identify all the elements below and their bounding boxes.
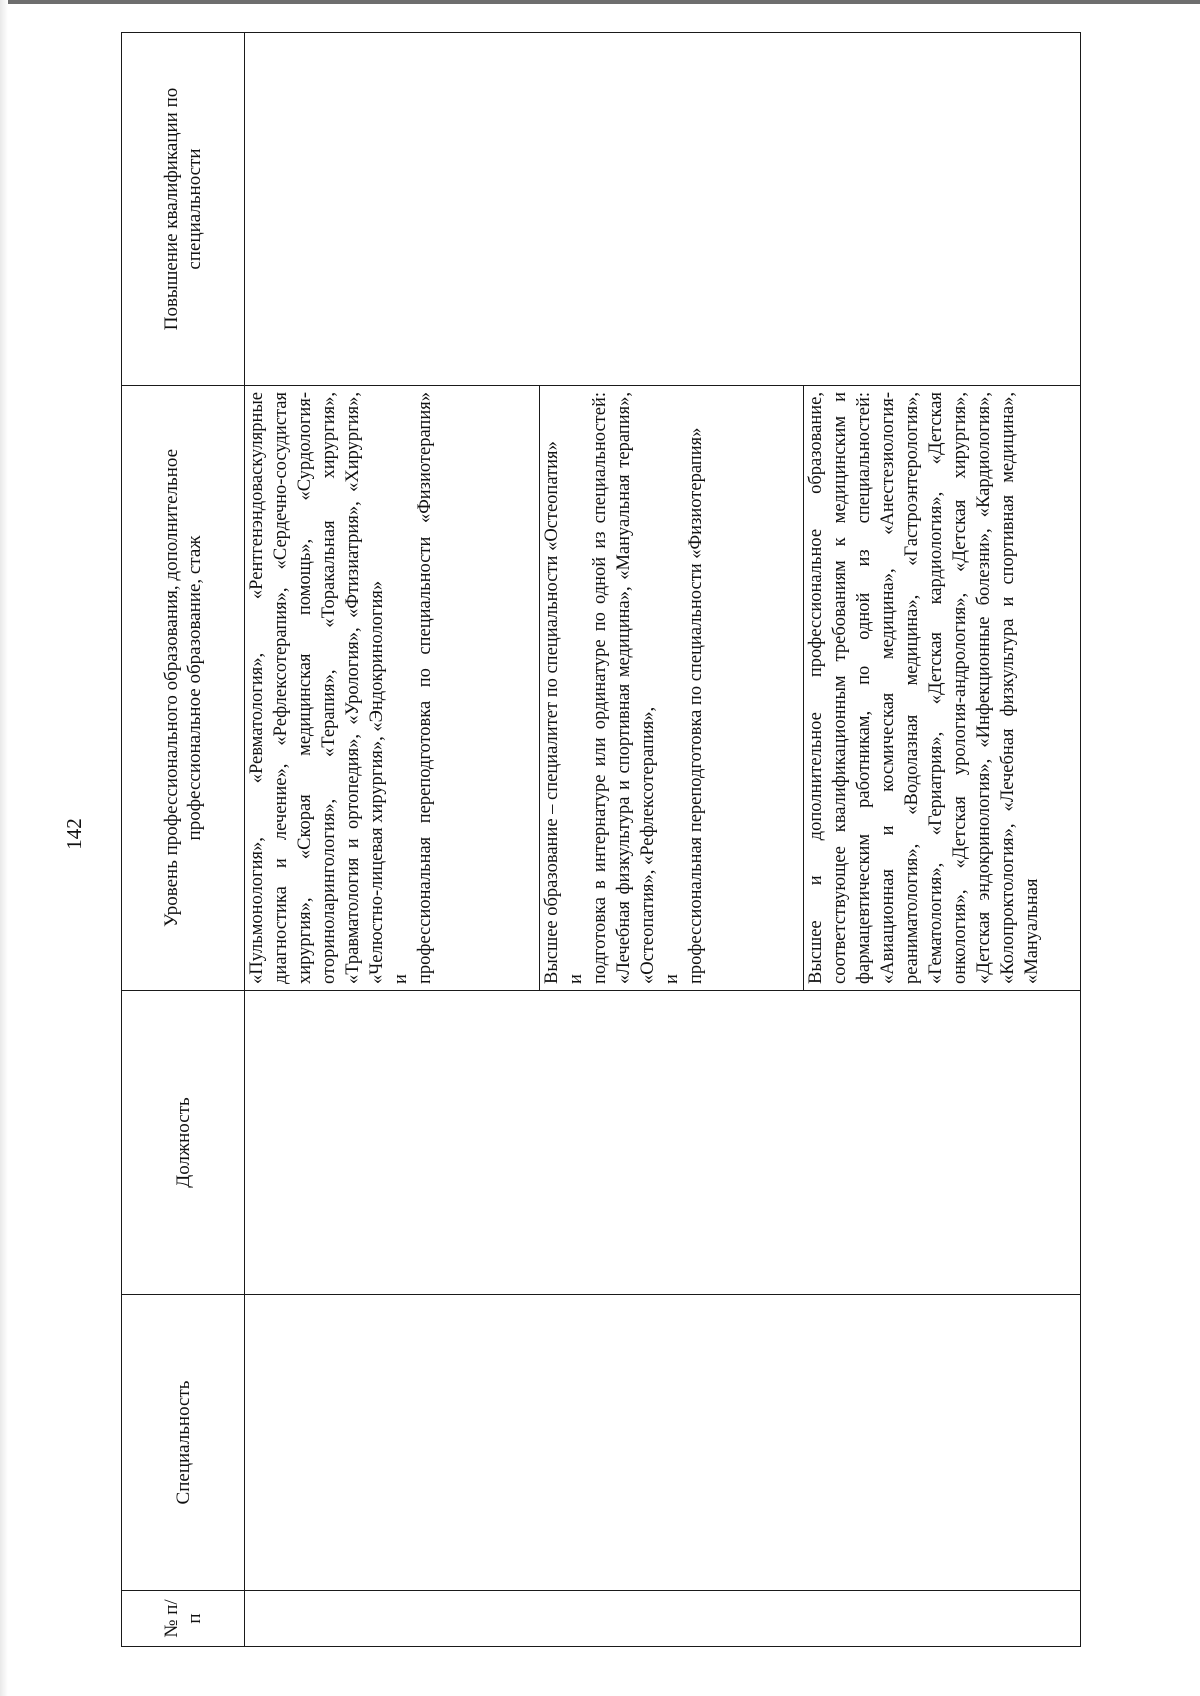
education-block-2-and-2: и <box>662 974 682 984</box>
education-block-2 <box>539 386 803 990</box>
qualification-table <box>121 32 1081 1647</box>
header-specialty: Специальность <box>122 1295 245 1591</box>
education-block-1-retraining: профессиональная переподготовка по специальности «Физиотерапия» <box>415 392 435 984</box>
table-header-row <box>122 33 245 1647</box>
education-block-1-text: «Пульмонология», «Ревматология», «Рентгенэндоваскулярные диагностика и лечение», «Рефлексотерапия», «Сердечно-сосудистая хирургия», «Скорая медицинская помощь», «Сурдология-оториноларингология», «Терапия», «Торакальная хирургия», «Травматология и ортопедия», «Урология», «Фтизиатрия», «Хирургия», «Челюстно-лицевая хирургия», «Эндокринология» <box>247 392 387 984</box>
education-block-1 <box>245 386 539 990</box>
header-qualification: Повышение квалификации по специальности <box>122 33 245 386</box>
table-row <box>245 33 1081 1647</box>
cell-education <box>245 386 1081 991</box>
education-block-2-residency: подготовка в интернатуре или ординатуре по одной из специальностей: «Лечебная физкультура и спортивная медицина», «Мануальная терапия», «Остеопатия», «Рефлексотерапия», <box>590 392 658 984</box>
header-num: № п/п <box>122 1591 245 1647</box>
cell-qualification <box>245 33 1081 386</box>
education-block-3 <box>803 386 1080 990</box>
cell-position <box>245 991 1081 1295</box>
header-education: Уровень профессионального образования, дополнительное профессиональное образование, стаж <box>122 386 245 991</box>
education-block-3-text: Высшее и дополнительное профессиональное образование, соответствующее квалификационным требованиям к медицинским и фармацевтическим работникам, по одной из специальностей: «Авиационная и космическая медицина», «Анестезиология-реаниматология», «Водолазная медицина», «Гастроэнтерология», «Гематология», «Гериатрия», «Детская кардиология», «Детская онкология», «Детская урология-андрология», «Детская хирургия», «Детская эндокринология», «Инфекционные болезни», «Кардиология», «Колопроктология», «Лечебная физкультура и спортивная медицина», «Мануальная <box>806 392 1042 984</box>
header-position: Должность <box>122 991 245 1295</box>
education-block-2-and: и <box>566 974 586 984</box>
education-block-2-retraining: профессиональная переподготовка по специальности «Физиотерапия» <box>686 427 706 984</box>
cell-num <box>245 1591 1081 1647</box>
education-block-2-text: Высшее образование – специалитет по специальности «Остеопатия» <box>542 441 562 984</box>
education-block-1-and: и <box>391 974 411 984</box>
cell-specialty <box>245 1295 1081 1591</box>
page-number: 142 <box>62 818 86 850</box>
